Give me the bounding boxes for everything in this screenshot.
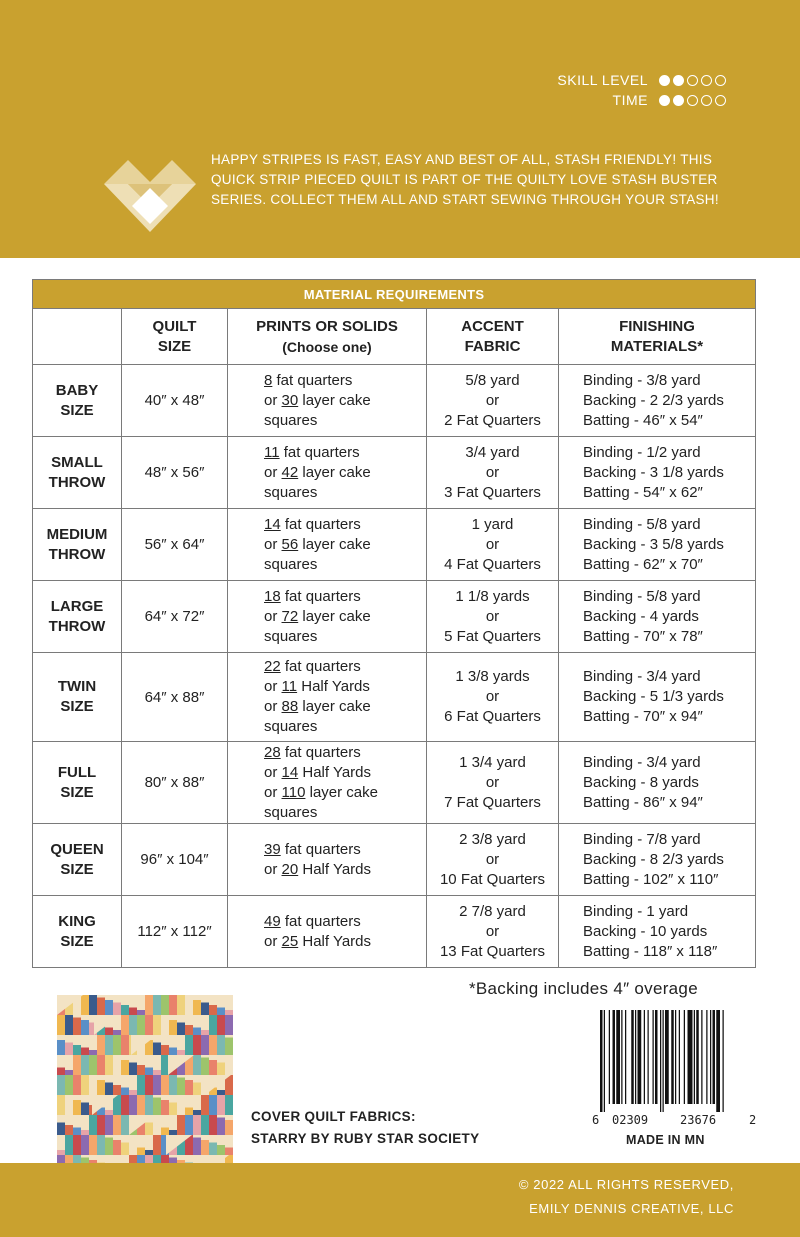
accent-cell [427,509,559,581]
material-requirements [32,279,755,968]
ratings [557,70,726,110]
prints-line: or 30 layer cake [264,391,371,409]
size-name-line: SMALL [51,453,103,471]
size-name-cell [33,824,122,896]
finishing-line: Batting - 54″ x 62″ [583,483,703,501]
quantity: 49 [264,912,281,930]
header-row [33,309,756,365]
size-name-cell [33,437,122,509]
table-row [33,824,756,896]
made-in-label: MADE IN MN [626,1133,705,1147]
prints-line: squares [264,555,318,573]
table-title: MATERIAL REQUIREMENTS [33,280,756,309]
header-banner [0,0,800,258]
corner-cell [33,309,122,365]
finishing-line: Binding - 3/8 yard [583,371,701,389]
accent-line: 3/4 yard [465,443,520,461]
table-row [33,653,756,742]
table-body [33,365,756,968]
prints-cell [228,509,427,581]
rating-dot-filled-icon [659,95,670,106]
col-header-accent [427,309,559,365]
rating-dot-empty-icon [687,75,698,86]
accent-line: or [485,922,500,940]
footer-banner [0,1163,800,1237]
finishing-line: Binding - 1/2 yard [583,443,701,461]
accent-cell [427,742,559,824]
skill-level-dots [656,75,726,86]
prints-line: 22 fat quarters [264,658,361,675]
finishing-line: Backing - 3 1/8 yards [583,463,724,481]
finishing-cell [559,509,756,581]
dimensions-value: 80″ x 88″ [144,774,205,791]
diamond-logo-icon [104,160,196,232]
accent-line: or [485,688,500,705]
finishing-line: Batting - 118″ x 118″ [583,942,718,960]
finishing-cell [559,896,756,968]
size-name-line: SIZE [60,783,94,801]
dimensions-cell [122,365,228,437]
quantity: 88 [281,698,299,715]
accent-cell [427,653,559,742]
rating-dot-empty-icon [715,75,726,86]
size-name-line: SIZE [60,401,94,419]
header-line: QUILT [152,317,197,335]
prints-line: squares [264,803,318,821]
accent-line: 5/8 yard [465,371,520,389]
accent-line: 1 1/8 yards [455,587,530,605]
finishing-line: Binding - 1 yard [583,902,689,920]
prints-line: 49 fat quarters [264,912,361,930]
accent-cell [427,581,559,653]
table-row [33,581,756,653]
quantity: 39 [264,840,281,858]
dimensions-value: 56″ x 64″ [144,536,205,553]
finishing-cell [559,365,756,437]
size-name-line: SIZE [60,860,94,878]
prints-cell [228,896,427,968]
size-name-line: BABY [55,381,99,399]
accent-line: or [485,391,500,409]
cover-quilt-image [57,995,233,1175]
accent-line: 1 yard [471,515,514,533]
header-line: MATERIALS* [610,337,704,355]
size-name-line: THROW [48,545,106,563]
dimensions-cell [122,742,228,824]
size-name-line: QUEEN [50,840,104,858]
prints-line: squares [264,411,318,429]
header-line: ACCENT [461,317,524,335]
intro-text [211,150,771,210]
skill-level-row [557,70,726,90]
accent-line: 13 Fat Quarters [439,942,546,960]
accent-line: 4 Fat Quarters [444,555,541,573]
prints-cell [228,824,427,896]
finishing-line: Binding - 3/4 yard [583,753,701,771]
finishing-line: Batting - 46″ x 54″ [583,411,703,429]
finishing-line: Batting - 62″ x 70″ [583,555,703,573]
barcode-digit: 2 [749,1113,757,1127]
size-name-line: KING [58,912,96,930]
table-row [33,437,756,509]
size-name-cell [33,742,122,824]
quantity: 42 [281,463,299,481]
copyright-line: © 2022 ALL RIGHTS RESERVED, [518,1177,734,1192]
accent-line: 3 Fat Quarters [444,483,541,501]
size-name-line: TWIN [57,678,97,695]
finishing-line: Backing - 4 yards [583,607,699,625]
dimensions-value: 40″ x 48″ [144,392,205,409]
col-header-finishing [559,309,756,365]
time-label: TIME [612,92,648,108]
intro-line: HAPPY STRIPES IS FAST, EASY AND BEST OF ALL, STASH FRIENDLY! THIS [211,152,713,167]
size-name-line: SIZE [60,932,94,950]
accent-cell [427,824,559,896]
prints-line: 14 fat quarters [264,515,361,533]
prints-cell [228,437,427,509]
quantity: 22 [264,658,281,675]
accent-line: or [485,535,500,553]
barcode-bars-icon [592,1010,762,1112]
prints-line: or 88 layer cake [264,698,371,715]
finishing-cell [559,437,756,509]
size-name-cell [33,896,122,968]
header-line: PRINTS OR SOLIDS [256,317,398,335]
size-name-line: THROW [48,473,106,491]
size-name-line: THROW [48,617,106,635]
finishing-line: Binding - 5/8 yard [583,587,701,605]
rating-dot-empty-icon [701,75,712,86]
quantity: 8 [264,371,273,389]
col-header-prints [228,309,427,365]
dimensions-cell [122,824,228,896]
size-name-line: FULL [57,763,97,781]
size-name-cell [33,509,122,581]
rating-dot-filled-icon [673,95,684,106]
size-name-line: LARGE [50,597,104,615]
accent-line: 1 3/4 yard [459,753,526,771]
finishing-line: Backing - 8 yards [583,773,699,791]
prints-line: or 20 Half Yards [264,860,372,878]
rating-dot-filled-icon [673,75,684,86]
prints-line: 39 fat quarters [264,840,361,858]
quantity: 11 [281,678,298,695]
dimensions-cell [122,653,228,742]
prints-cell [228,653,427,742]
intro-line: SERIES. COLLECT THEM ALL AND START SEWING THROUGH YOUR STASH! [211,192,719,207]
prints-line: or 25 Half Yards [264,932,372,950]
time-dots [656,95,726,106]
table-row [33,896,756,968]
accent-line: 6 Fat Quarters [444,708,541,725]
col-header-quilt-size [122,309,228,365]
prints-line: 18 fat quarters [264,587,361,605]
rating-dot-empty-icon [687,95,698,106]
prints-cell [228,581,427,653]
prints-line: or 42 layer cake [264,463,371,481]
finishing-cell [559,581,756,653]
accent-line: or [485,463,500,481]
finishing-line: Batting - 86″ x 94″ [583,793,703,811]
accent-cell [427,896,559,968]
accent-cell [427,437,559,509]
fabrics-label: COVER QUILT FABRICS: [251,1109,416,1124]
accent-line: or [485,607,500,625]
backing-note: *Backing includes 4″ overage [469,979,698,998]
header-line: (Choose one) [282,338,372,355]
finishing-cell [559,653,756,742]
quantity: 14 [281,763,299,781]
dimensions-cell [122,896,228,968]
quantity: 14 [264,515,281,533]
barcode-digit: 6 [592,1113,600,1127]
header-line: FABRIC [464,337,521,355]
accent-line: 10 Fat Quarters [439,870,546,888]
dimensions-cell [122,437,228,509]
prints-line: or 110 layer cake [264,783,378,801]
finishing-line: Batting - 70″ x 94″ [583,708,703,725]
quantity: 72 [281,607,299,625]
prints-line: or 72 layer cake [264,607,371,625]
finishing-cell [559,742,756,824]
finishing-line: Backing - 8 2/3 yards [583,850,724,868]
prints-line: 28 fat quarters [264,743,361,761]
size-name-line: SIZE [60,698,94,715]
prints-line: squares [264,627,318,645]
barcode-digit-group: 02309 [612,1113,649,1127]
requirements-table [32,279,756,968]
prints-line: 8 fat quarters [264,371,353,389]
quantity: 11 [264,443,280,461]
header-line: FINISHING [619,317,695,335]
finishing-line: Backing - 3 5/8 yards [583,535,724,553]
copyright [519,1173,734,1221]
table-row [33,509,756,581]
dimensions-cell [122,509,228,581]
accent-line: 5 Fat Quarters [444,627,541,645]
finishing-line: Binding - 3/4 yard [583,668,701,685]
quantity: 30 [281,391,299,409]
prints-line: squares [264,483,318,501]
size-name-cell [33,365,122,437]
accent-line: or [485,850,500,868]
finishing-line: Backing - 10 yards [583,922,708,940]
intro-line: QUICK STRIP PIECED QUILT IS PART OF THE QUILTY LOVE STASH BUSTER [211,172,718,187]
prints-line: or 56 layer cake [264,535,371,553]
rating-dot-filled-icon [659,75,670,86]
skill-level-label: SKILL LEVEL [557,72,648,88]
prints-cell [228,742,427,824]
fabrics-name: STARRY BY RUBY STAR SOCIETY [251,1131,480,1146]
finishing-line: Batting - 70″ x 78″ [583,627,703,645]
accent-cell [427,365,559,437]
barcode [592,1010,762,1160]
quantity: 110 [281,783,306,801]
company-name: EMILY DENNIS CREATIVE, LLC [529,1201,734,1216]
size-name-cell [33,581,122,653]
prints-line: squares [264,718,318,735]
quantity: 28 [264,743,281,761]
prints-line: or 11 Half Yards [264,678,370,695]
header-line: SIZE [157,337,192,355]
accent-line: 1 3/8 yards [455,668,530,685]
quantity: 18 [264,587,281,605]
accent-line: or [485,773,500,791]
finishing-line: Binding - 7/8 yard [583,830,701,848]
finishing-line: Batting - 102″ x 110″ [583,870,719,888]
rating-dot-empty-icon [715,95,726,106]
quantity: 56 [281,535,299,553]
prints-line: or 14 Half Yards [264,763,372,781]
dimensions-value: 48″ x 56″ [144,464,205,481]
cover-fabrics [251,1106,479,1150]
dimensions-cell [122,581,228,653]
barcode-digit-group: 23676 [680,1113,717,1127]
table-row [33,742,756,824]
finishing-cell [559,824,756,896]
finishing-line: Backing - 5 1/3 yards [583,688,724,705]
finishing-line: Binding - 5/8 yard [583,515,701,533]
prints-line: 11 fat quarters [264,443,360,461]
quantity: 20 [281,860,299,878]
accent-line: 2 7/8 yard [459,902,526,920]
prints-cell [228,365,427,437]
rating-dot-empty-icon [701,95,712,106]
table-row [33,365,756,437]
size-name-cell [33,653,122,742]
dimensions-value: 112″ x 112″ [137,923,212,940]
time-row [557,90,726,110]
size-name-line: MEDIUM [46,525,108,543]
quantity: 25 [281,932,299,950]
finishing-line: Backing - 2 2/3 yards [583,391,724,409]
dimensions-value: 64″ x 88″ [144,688,205,706]
accent-line: 2 Fat Quarters [444,411,541,429]
dimensions-value: 96″ x 104″ [140,851,209,868]
accent-line: 2 3/8 yard [459,830,526,848]
accent-line: 7 Fat Quarters [444,793,541,811]
dimensions-value: 64″ x 72″ [144,608,205,625]
